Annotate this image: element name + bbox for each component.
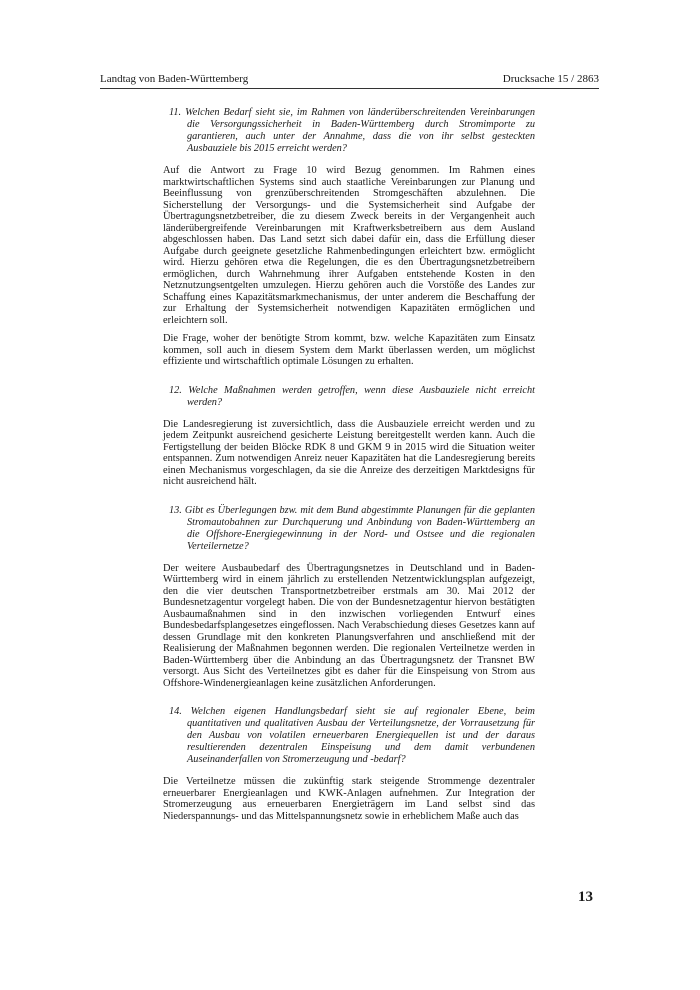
question-13: 13. Gibt es Überlegungen bzw. mit dem Bund abgestimmte Planungen für die geplanten Stromautobahnen zur Durchquerung und Anbindung von Baden-Württemberg an die Offshore-Energiegewinnung in der Nord- und Ostsee und die regionalen Verteilernetze? [169, 504, 535, 552]
answer-12-paragraph-1: Die Landesregierung ist zuversichtlich, dass die Ausbauziele erreicht werden und zu jedem Zeitpunkt ausreichend gesicherte Leistung bereitgestellt werden kann. Auch die Fertigstellung der beiden Blöcke RDK 8 und GKM 9 in 2015 wird die Situation weiter entspannen. Zum notwendigen Anreiz neuer Kapazitäten hat die Landesregierung bereits einen Mechanismus vorgeschlagen, da sie die Anreize des derzeitigen Marktdesigns für nicht ausreichend hält. [163, 418, 535, 487]
question-14: 14. Welchen eigenen Handlungsbedarf sieht sie auf regionaler Ebene, beim quantitativen und qualitativen Ausbau der Verteilungsnetze, der Vorrausetzung für den Ausbau von volatilen erneuerbaren Energiequellen ist und der daraus resultierenden dezentralen Einspeisung und dem damit verbundenen Auseinanderfallen von Stromerzeugung und -bedarf? [169, 706, 535, 765]
document-body [163, 107, 535, 829]
question-12: 12. Welche Maßnahmen werden getroffen, wenn diese Ausbauziele nicht erreicht werden? [169, 384, 535, 408]
qa-block-11 [163, 107, 535, 368]
answer-11-paragraph-1: Auf die Antwort zu Frage 10 wird Bezug genommen. Im Rahmen eines marktwirtschaftlichen Systems sind auch staatliche Vereinbarungen zur Planung und Beeinflussung von grenzüberschreitenden Stromgeschäften abzulehnen. Die Sicherstellung der Versorgungs- und die Systemsicherheit sind Aufgabe der Übertragungsnetzbetreiber, die zu diesem Zweck bereits in der Vergangenheit auch länderübergreifende Vereinbarungen mit Kraftwerksbetreibern aus dem Ausland abgeschlossen haben. Das Land setzt sich dabei dafür ein, dass die Erfüllung dieser Aufgabe durch geeignete gesetzliche Rahmenbedingungen erleichtert bzw. ermöglicht wird. Hierzu gehören etwa die Regelungen, die es den Übertragungsnetzbetreibern ermöglichen, durch Wahrnehmung ihrer Aufgaben entstehende Kosten in den Netznutzungsentgelten umzulegen. Hierzu gehören auch die Vorstöße des Landes zur Schaffung eines Kapazitätsmarkmechanismus, der unter anderem die Beschaffung der zur Erhaltung der Systemsicherheit notwendigen Kapazitäten ermöglichen und erleichtern soll. [163, 165, 535, 326]
answer-13-paragraph-1: Der weitere Ausbaubedarf des Übertragungsnetzes in Deutschland und in Baden-Württemberg wird in einem jährlich zu erstellenden Netzentwicklungsplan aufgezeigt, den die vier deutschen Transportnetzbetreiber erstmals am 30. Mai 2012 der Bundesnetzagentur vorgelegt haben. Die von der Bundesnetzagentur hiervon bestätigten Ausbaumaßnahmen sind in den inzwischen vorliegenden Entwurf eines Bundesbedarfsplangesetzes eingeflossen. Nach Verabschiedung dieses Gesetzes kann auf dessen Grundlage mit den konkreten Planungsverfahren und anschließend mit der Realisierung der Maßnahmen begonnen werden. Die regionalen Verteilnetze werden in Baden-Württemberg über die Anbindung an das Übertragungsnetz der Transnet BW versorgt. Aus Sicht des Verteilnetzes gibt es daher für die Einspeisung von Strom aus Offshore-Windenergieanlagen keine zusätzlichen Anforderungen. [163, 562, 535, 689]
header-divider [100, 88, 599, 89]
question-11: 11. Welchen Bedarf sieht sie, im Rahmen von länderüberschreitenden Vereinbarungen die Versorgungssicherheit in Baden-Württemberg durch Stromimporte zu garantieren, auch unter der Annahme, dass die von ihr selbst gesteckten Ausbauziele bis 2015 erreicht werden? [169, 107, 535, 154]
qa-block-12 [163, 385, 535, 488]
answer-14-paragraph-1: Die Verteilnetze müssen die zukünftig stark steigende Strommenge dezentraler erneuerbarer Energieanlagen und KWK-Anlagen aufnehmen. Zur Integration der Stromerzeugung aus erneuerbaren Energieträgern im Land selbst sind das Niederspannungs- und das Mittelspannungsnetz sowie in erheblichem Maße auch das [163, 776, 535, 822]
header-document-number: Drucksache 15 / 2863 [502, 73, 599, 85]
running-header [100, 73, 599, 85]
qa-block-14 [163, 706, 535, 822]
qa-block-13 [163, 505, 535, 690]
header-left-title: Landtag von Baden-Württemberg [100, 73, 249, 85]
answer-11-paragraph-2: Die Frage, woher der benötigte Strom kommt, bzw. welche Kapazitäten zum Einsatz kommen, soll auch in diesem System dem Markt überlassen werden, um möglichst effiziente und wirtschaftlich optimale Lösungen zu erhalten. [163, 333, 535, 367]
page-number: 13 [578, 889, 593, 905]
